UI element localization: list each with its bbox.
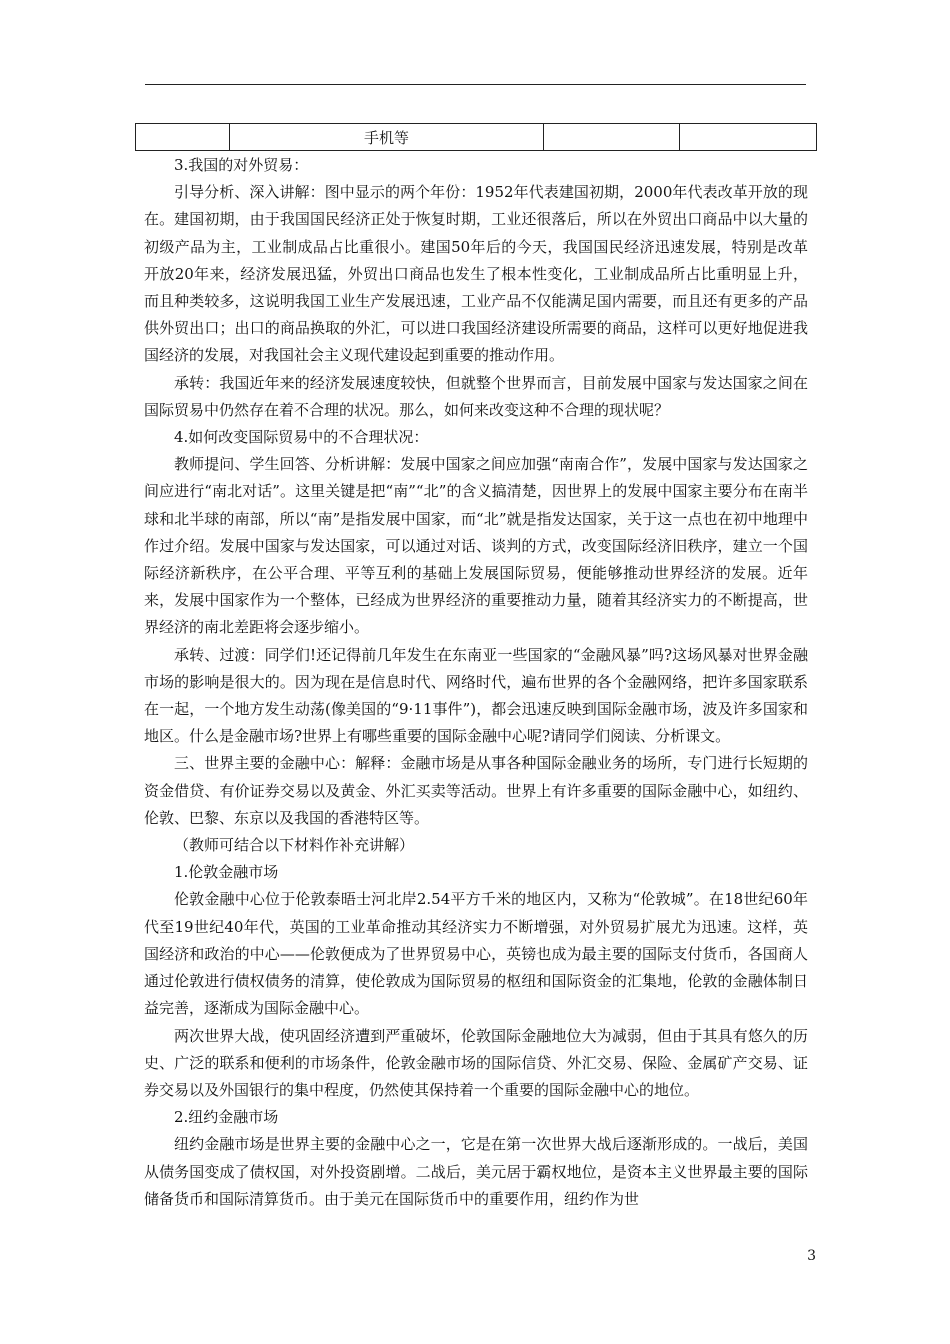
paragraph: 两次世界大战，使巩固经济遭到严重破坏，伦敦国际金融地位大为减弱，但由于其具有悠久的历史、广泛的联系和便利的市场条件，伦敦金融市场的国际信贷、外汇交易、保险、金属矿产交易、证券交易以及外国银行的集中程度，仍然使其保持着一个重要的国际金融中心的地位。 <box>144 1026 808 1099</box>
table-cell <box>136 124 230 151</box>
paragraph: 教师提问、学生回答、分析讲解：发展中国家之间应加强“南南合作”，发展中国家与发达国家之间应进行“南北对话”。这里关键是把“南”“北”的含义搞清楚，因世界上的发展中国家主要分布在南半球和北半球的南部，所以“南”是指发展中国家，而“北”就是指发达国家，关于这一点也在初中地理中作过介绍。发展中国家与发达国家，可以通过对话、谈判的方式，改变国际经济旧秩序，建立一个国际经济新秩序，在公平合理、平等互利的基础上发展国际贸易，便能够推动世界经济的发展。近年来，发展中国家作为一个整体，已经成为世界经济的重要推动力量，随着其经济实力的不断提高，世界经济的南北差距将会逐步缩小。 <box>144 455 808 637</box>
paragraph: 承转：我国近年来的经济发展速度较快，但就整个世界而言，目前发展中国家与发达国家之间在国际贸易中仍然存在着不合理的状况。那么，如何来改变这种不合理的现状呢？ <box>144 373 808 419</box>
paragraph: 引导分析、深入讲解：图中显示的两个年份：1952年代表建国初期，2000年代表改革开放的现在。建国初期，由于我国国民经济正处于恢复时期，工业还很落后，所以在外贸出口商品中以大量的初级产品为主，工业制成品占比重很小。建国50年后的今天，我国国民经济迅速发展，特别是改革开放20年来，经济发展迅猛，外贸出口商品也发生了根本性变化，工业制成品所占比重明显上升，而且种类较多，这说明我国工业生产发展迅速，工业产品不仅能满足国内需要，而且还有更多的产品供外贸出口；出口的商品换取的外汇，可以进口我国经济建设所需要的商品，这样可以更好地促进我国经济的发展，对我国社会主义现代建设起到重要的推动作用。 <box>144 183 808 365</box>
table-cell: 手机等 <box>230 124 544 151</box>
note: （教师可结合以下材料作补充讲解） <box>174 836 415 855</box>
table-cell <box>680 124 817 151</box>
paragraph: 三、世界主要的金融中心：解释：金融市场是从事各种国际金融业务的场所，专门进行长短期的资金借贷、有价证券交易以及黄金、外汇买卖等活动。世界上有许多重要的国际金融中心，如纽约、伦敦、巴黎、东京以及我国的香港特区等。 <box>144 754 808 827</box>
section-heading: 4.如何改变国际贸易中的不合理状况： <box>174 428 429 447</box>
paragraph: 承转、过渡：同学们!还记得前几年发生在东南亚一些国家的“金融风暴”吗?这场风暴对世界金融市场的影响是很大的。因为现在是信息时代、网络时代，遍布世界的各个金融网络，把许多国家联系在一起，一个地方发生动荡(像美国的“9·11事件”)，都会迅速反映到国际金融市场，波及许多国家和地区。什么是金融市场?世界上有哪些重要的国际金融中心呢?请同学们阅读、分析课文。 <box>144 645 808 746</box>
section-heading: 1.伦敦金融市场 <box>174 863 279 882</box>
body-text <box>144 152 808 1213</box>
table-row <box>136 124 817 151</box>
header-rule <box>145 84 806 85</box>
paragraph: 纽约金融市场是世界主要的金融中心之一，它是在第一次世界大战后逐渐形成的。一战后，美国从债务国变成了债权国，对外投资剧增。二战后，美元居于霸权地位，是资本主义世界最主要的国际储备货币和国际清算货币。由于美元在国际货币中的重要作用，纽约作为世 <box>144 1135 808 1208</box>
paragraph: 伦敦金融中心位于伦敦泰晤士河北岸2.54平方千米的地区内，又称为“伦敦城”。在18世纪60年代至19世纪40年代，英国的工业革命推动其经济实力不断增强，对外贸易扩展尤为迅速。这样，英国经济和政治的中心——伦敦便成为了世界贸易中心，英镑也成为最主要的国际支付货币，各国商人通过伦敦进行债权债务的清算，使伦敦成为国际贸易的枢纽和国际资金的汇集地，伦敦的金融体制日益完善，逐渐成为国际金融中心。 <box>144 890 808 1018</box>
page-number: 3 <box>807 1248 816 1264</box>
section-heading: 3.我国的对外贸易： <box>174 156 309 174</box>
table-cell <box>544 124 680 151</box>
table-fragment <box>135 123 817 151</box>
section-heading: 2.纽约金融市场 <box>174 1108 279 1127</box>
